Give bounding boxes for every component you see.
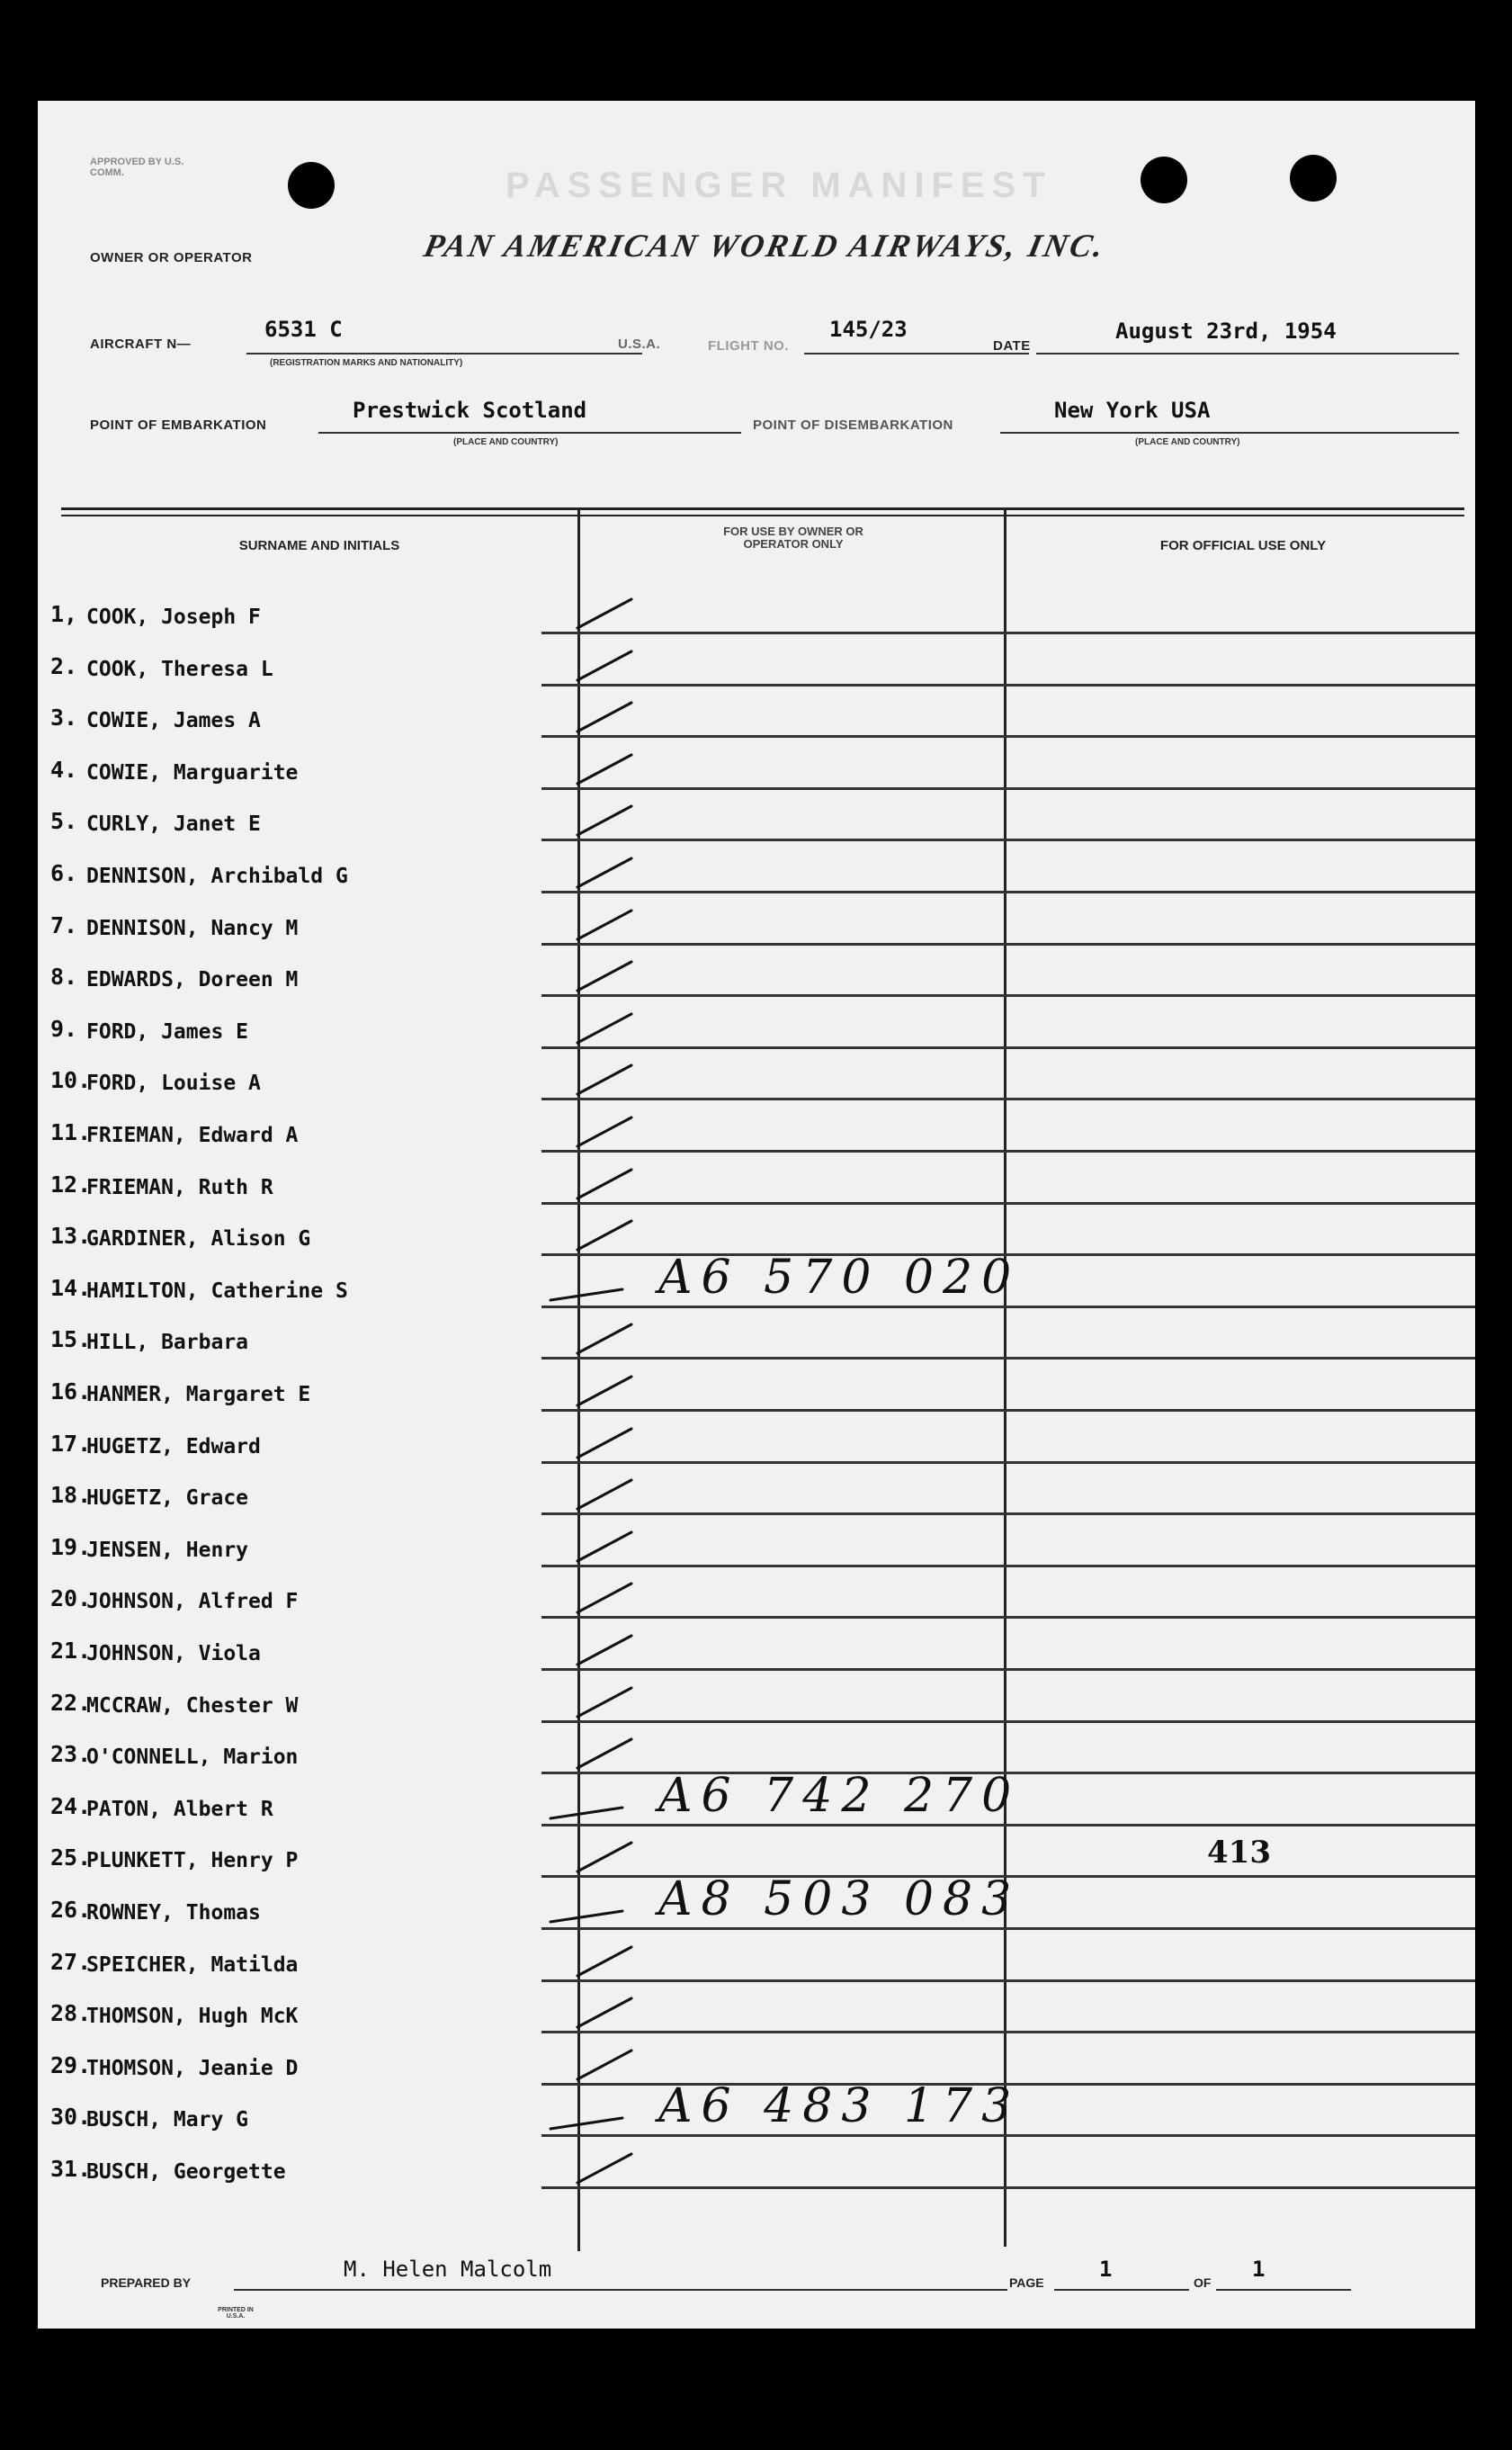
- row-rule: [541, 2134, 1475, 2137]
- check-mark-icon: [541, 739, 640, 793]
- passenger-row: [38, 1308, 1475, 1360]
- row-rule: [541, 684, 1475, 687]
- of-underline: [1216, 2289, 1351, 2291]
- flight-value: 145/23: [829, 317, 908, 342]
- prepared-underline: [234, 2289, 1007, 2291]
- row-rule: [541, 1409, 1475, 1412]
- check-mark-icon: [541, 1516, 640, 1570]
- row-number: 21.: [50, 1638, 92, 1664]
- page-label: PAGE: [1009, 2275, 1044, 2290]
- passenger-row: [38, 1250, 1475, 1308]
- row-rule: [541, 1824, 1475, 1826]
- of-label: OF: [1194, 2275, 1212, 2290]
- row-number: 19.: [50, 1533, 92, 1560]
- passenger-name: DENNISON, Archibald G: [86, 865, 348, 888]
- row-number: 7.: [50, 911, 78, 938]
- row-rule: [541, 994, 1475, 997]
- row-rule: [541, 1202, 1475, 1205]
- passenger-name: BUSCH, Georgette: [86, 2160, 286, 2184]
- check-mark-icon: [541, 1153, 640, 1207]
- row-number: 27.: [50, 1948, 92, 1975]
- passenger-name: FRIEMAN, Edward A: [86, 1124, 299, 1147]
- embark-value: Prestwick Scotland: [353, 398, 587, 423]
- passenger-row: [38, 1826, 1475, 1878]
- passenger-row: [38, 842, 1475, 893]
- passenger-name: COWIE, James A: [86, 709, 261, 733]
- punch-hole: [288, 162, 335, 209]
- surname-header: SURNAME AND INITIALS: [238, 538, 400, 553]
- disembark-value: New York USA: [1054, 398, 1211, 423]
- check-mark-icon: [541, 1257, 640, 1311]
- row-number: 6.: [50, 860, 78, 886]
- passenger-row: [38, 1049, 1475, 1100]
- date-value: August 23rd, 1954: [1115, 319, 1337, 344]
- faded-title: PASSENGER MANIFEST: [505, 166, 1052, 205]
- row-rule: [541, 1979, 1475, 1982]
- passenger-name: GARDINER, Alison G: [86, 1227, 311, 1252]
- check-mark-icon: [541, 2138, 640, 2192]
- row-number: 20.: [50, 1585, 92, 1612]
- check-mark-icon: [541, 583, 640, 637]
- passenger-name: FRIEMAN, Ruth R: [86, 1175, 273, 1199]
- official-entry: 413: [1207, 1835, 1271, 1871]
- row-rule: [541, 1150, 1475, 1153]
- of-value: 1: [1252, 2257, 1266, 2282]
- passenger-row: [38, 1872, 1475, 1930]
- row-rule: [541, 943, 1475, 946]
- prepared-label: PREPARED BY: [101, 2275, 192, 2290]
- row-number: 8.: [50, 964, 78, 991]
- check-mark-icon: [541, 1879, 640, 1933]
- row-rule: [541, 1720, 1475, 1723]
- handwritten-number: A6 483 173: [658, 2079, 1021, 2134]
- row-rule: [541, 2031, 1475, 2033]
- row-number: 16.: [50, 1378, 92, 1404]
- passenger-name: BUSCH, Mary G: [86, 2108, 249, 2132]
- check-mark-icon: [541, 1205, 640, 1259]
- passenger-name: COOK, Theresa L: [86, 657, 273, 681]
- row-number: 28.: [50, 2000, 92, 2027]
- passenger-row: [38, 790, 1475, 841]
- check-mark-icon: [541, 1101, 640, 1155]
- aircraft-label: AIRCRAFT N—: [90, 337, 192, 352]
- handwritten-number: A6 742 270: [658, 1768, 1021, 1823]
- printed-mark: PRINTED IN U.S.A.: [218, 2307, 254, 2320]
- handwritten-number: A8 503 083: [658, 1872, 1021, 1926]
- aircraft-note: (REGISTRATION MARKS AND NATIONALITY): [270, 358, 463, 368]
- check-mark-icon: [541, 1413, 640, 1467]
- check-mark-icon: [541, 1775, 640, 1829]
- check-mark-icon: [541, 842, 640, 896]
- passenger-name: EDWARDS, Doreen M: [86, 968, 299, 992]
- passenger-name: SPEICHER, Matilda: [86, 1952, 299, 1977]
- row-number: 17.: [50, 1430, 92, 1457]
- passenger-row: [38, 1464, 1475, 1515]
- owner-label: OWNER OR OPERATOR: [90, 250, 253, 265]
- embark-underline: [318, 432, 741, 434]
- usa-label: U.S.A.: [618, 337, 661, 352]
- row-number: 10.: [50, 1067, 92, 1094]
- passenger-name: PATON, Albert R: [86, 1797, 273, 1821]
- row-number: 15.: [50, 1326, 92, 1353]
- passenger-row: [38, 687, 1475, 738]
- passenger-name: HAMILTON, Catherine S: [86, 1279, 348, 1303]
- row-number: 25.: [50, 1844, 92, 1871]
- flight-label: FLIGHT NO.: [708, 338, 789, 354]
- passenger-name: O'CONNELL, Marion: [86, 1746, 299, 1770]
- row-number: 14.: [50, 1274, 92, 1301]
- passenger-name: ROWNEY, Thomas: [86, 1901, 261, 1925]
- check-mark-icon: [541, 1308, 640, 1362]
- table-top-rule: [61, 507, 1464, 510]
- check-mark-icon: [541, 635, 640, 689]
- passenger-row: [38, 583, 1475, 634]
- owner-use-header: FOR USE BY OWNER OR OPERATOR ONLY: [723, 525, 863, 551]
- passenger-row: [38, 1101, 1475, 1153]
- check-mark-icon: [541, 998, 640, 1052]
- disembark-underline: [1000, 432, 1459, 434]
- row-rule: [541, 839, 1475, 841]
- passenger-row: [38, 2079, 1475, 2137]
- aircraft-underline: [246, 353, 642, 354]
- row-rule: [541, 1357, 1475, 1360]
- passenger-row: [38, 2138, 1475, 2189]
- passenger-row: [38, 1931, 1475, 1982]
- passenger-name: CURLY, Janet E: [86, 812, 261, 837]
- table-top-rule-2: [61, 515, 1464, 516]
- row-number: 11.: [50, 1119, 92, 1145]
- passenger-name: COWIE, Marguarite: [86, 760, 299, 785]
- check-mark-icon: [541, 1049, 640, 1103]
- row-number: 2.: [50, 652, 78, 679]
- passenger-row: [38, 1982, 1475, 2033]
- row-number: 4.: [50, 756, 78, 783]
- row-rule: [541, 735, 1475, 738]
- passenger-row: [38, 1413, 1475, 1464]
- check-mark-icon: [541, 2086, 640, 2140]
- passenger-row: [38, 2034, 1475, 2086]
- check-mark-icon: [541, 790, 640, 844]
- check-mark-icon: [541, 1672, 640, 1726]
- embark-label: POINT OF EMBARKATION: [90, 417, 267, 433]
- passenger-name: HANMER, Margaret E: [86, 1383, 311, 1406]
- row-rule: [541, 1565, 1475, 1567]
- row-number: 29.: [50, 2051, 92, 2078]
- passenger-row: [38, 1768, 1475, 1826]
- row-rule: [541, 1927, 1475, 1930]
- passenger-name: JENSEN, Henry: [86, 1538, 249, 1562]
- disembark-label: POINT OF DISEMBARKATION: [753, 417, 953, 433]
- row-number: 5.: [50, 808, 78, 835]
- row-number: 26.: [50, 1897, 92, 1923]
- punch-hole: [1141, 157, 1187, 203]
- passenger-row: [38, 946, 1475, 997]
- row-number: 18.: [50, 1482, 92, 1509]
- official-use-header: FOR OFFICIAL USE ONLY: [1159, 538, 1327, 553]
- manifest-page: [38, 101, 1475, 2329]
- date-label: DATE: [993, 338, 1031, 354]
- punch-hole: [1290, 155, 1337, 202]
- check-mark-icon: [541, 2034, 640, 2088]
- page-underline: [1054, 2289, 1189, 2291]
- check-mark-icon: [541, 1931, 640, 1985]
- passenger-row: [38, 1672, 1475, 1723]
- page-value: 1: [1099, 2257, 1113, 2282]
- row-number: 13.: [50, 1223, 92, 1250]
- company-name: PAN AMERICAN WORLD AIRWAYS, INC.: [420, 228, 1110, 264]
- row-rule: [541, 1512, 1475, 1515]
- passenger-name: DENNISON, Nancy M: [86, 916, 299, 940]
- approval-stamp: APPROVED BY U.S. COMM.: [90, 157, 184, 178]
- check-mark-icon: [541, 1982, 640, 2036]
- row-number: 24.: [50, 1792, 92, 1819]
- passenger-name: HUGETZ, Edward: [86, 1434, 261, 1458]
- row-number: 9.: [50, 1015, 78, 1042]
- passenger-row: [38, 739, 1475, 790]
- check-mark-icon: [541, 894, 640, 948]
- row-rule: [541, 891, 1475, 893]
- row-rule: [541, 2186, 1475, 2189]
- row-number: 22.: [50, 1689, 92, 1716]
- passenger-name: PLUNKETT, Henry P: [86, 1849, 299, 1873]
- check-mark-icon: [541, 1360, 640, 1414]
- check-mark-icon: [541, 1723, 640, 1777]
- row-number: 3.: [50, 704, 78, 731]
- row-rule: [541, 1616, 1475, 1619]
- check-mark-icon: [541, 1464, 640, 1518]
- check-mark-icon: [541, 946, 640, 1000]
- row-number: 31.: [50, 2156, 92, 2182]
- passenger-name: FORD, Louise A: [86, 1072, 261, 1096]
- passenger-name: FORD, James E: [86, 1019, 249, 1044]
- row-rule: [541, 787, 1475, 790]
- passenger-name: THOMSON, Hugh McK: [86, 2005, 299, 2029]
- row-rule: [541, 1306, 1475, 1308]
- passenger-row: [38, 1153, 1475, 1205]
- check-mark-icon: [541, 1567, 640, 1621]
- passenger-name: JOHNSON, Viola: [86, 1642, 261, 1665]
- passenger-name: JOHNSON, Alfred F: [86, 1590, 299, 1614]
- passenger-name: MCCRAW, Chester W: [86, 1693, 299, 1718]
- passenger-row: [38, 635, 1475, 687]
- passenger-name: HILL, Barbara: [86, 1331, 249, 1355]
- passenger-name: COOK, Joseph F: [86, 606, 261, 629]
- passenger-row: [38, 1620, 1475, 1671]
- aircraft-value: 6531 C: [264, 317, 343, 342]
- handwritten-number: A6 570 020: [658, 1250, 1021, 1305]
- row-number: 12.: [50, 1171, 92, 1198]
- row-number: 23.: [50, 1741, 92, 1768]
- passenger-row: [38, 1360, 1475, 1412]
- prepared-value: M. Helen Malcolm: [344, 2257, 552, 2282]
- passenger-row: [38, 1205, 1475, 1256]
- row-rule: [541, 632, 1475, 634]
- row-number: 1,: [50, 601, 78, 627]
- check-mark-icon: [541, 687, 640, 740]
- passenger-row: [38, 1723, 1475, 1774]
- passenger-row: [38, 894, 1475, 946]
- row-rule: [541, 1098, 1475, 1100]
- row-rule: [541, 1668, 1475, 1671]
- passenger-row: [38, 1567, 1475, 1619]
- row-number: 30.: [50, 2104, 92, 2131]
- row-rule: [541, 1046, 1475, 1049]
- row-rule: [541, 1461, 1475, 1464]
- check-mark-icon: [541, 1826, 640, 1880]
- date-underline: [1036, 353, 1459, 354]
- passenger-name: THOMSON, Jeanie D: [86, 2056, 299, 2080]
- embark-note: (PLACE AND COUNTRY): [453, 437, 559, 447]
- passenger-row: [38, 1516, 1475, 1567]
- disembark-note: (PLACE AND COUNTRY): [1135, 437, 1240, 447]
- check-mark-icon: [541, 1620, 640, 1674]
- passenger-row: [38, 998, 1475, 1049]
- passenger-name: HUGETZ, Grace: [86, 1486, 249, 1511]
